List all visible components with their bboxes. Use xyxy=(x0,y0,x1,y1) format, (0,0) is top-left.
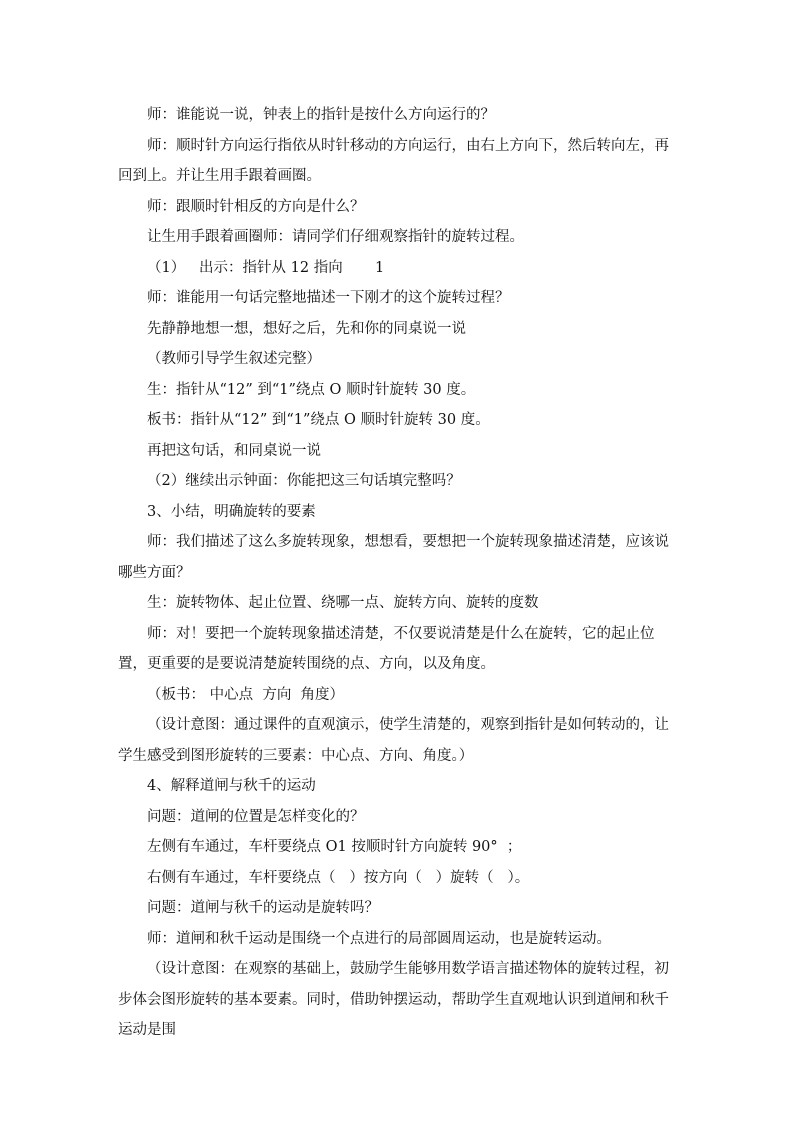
paragraph-22: 右侧有车通过，车杆要绕点（ ）按方向（ ）旋转（ ）。 xyxy=(147,869,530,886)
paragraph-11: 再把这句话，和同桌说一说 xyxy=(147,442,321,459)
paragraph-6: 师：谁能用一句话完整地描述一下刚才的这个旋转过程？ xyxy=(147,290,510,306)
section-heading-3: 3、小结，明确旋转的要素 xyxy=(147,503,316,520)
paragraph-15: 生：旋转物体、起止位置、绕哪一点、旋转方向、旋转的度数 xyxy=(147,595,539,611)
paragraph-18: （设计意图：通过课件的直观演示，使学生清楚的，观察到指针是如何转动的，让学生感受到图形旋转的三要素：中心点、方向、角度。） xyxy=(118,717,669,764)
paragraph-14: 师：我们描述了这么多旋转现象，想想看，要想把一个旋转现象描述清楚，应该说哪些方面？ xyxy=(118,534,669,581)
paragraph-3: 师：跟顺时针相反的方向是什么？ xyxy=(147,198,365,215)
paragraph-10: 板书：指针从“12” 到“1”绕点 O 顺时针旋转 30 度。 xyxy=(147,412,490,428)
paragraph-1: 师：谁能说一说，钟表上的指针是按什么方向运行的？ xyxy=(147,107,495,123)
paragraph-23: 问题：道闸与秋千的运动是旋转吗？ xyxy=(147,900,379,916)
paragraph-12: （2）继续出示钟面：你能把这三句话填完整吗？ xyxy=(147,473,461,489)
section-heading-4: 4、解释道闸与秋千的运动 xyxy=(147,778,316,794)
paragraph-7: 先静静地想一想，想好之后，先和你的同桌说一说 xyxy=(147,320,466,337)
paragraph-20: 问题：道闸的位置是怎样变化的？ xyxy=(147,808,365,825)
paragraph-17: （板书： 中心点 方向 角度） xyxy=(147,686,345,703)
paragraph-25: （设计意图：在观察的基础上，鼓励学生能够用数学语言描述物体的旋转过程，初步体会图形旋转的基本要素。同时，借助钟摆运动，帮助学生直观地认识到道闸和秋千运动是围 xyxy=(118,961,669,1038)
paragraph-16: 师：对！要把一个旋转现象描述清楚，不仅要说清楚是什么在旋转，它的起止位置，更重要的是要说清楚旋转围绕的点、方向，以及角度。 xyxy=(118,625,655,672)
paragraph-9: 生：指针从“12” 到“1”绕点 O 顺时针旋转 30 度。 xyxy=(147,381,476,398)
document-page xyxy=(118,100,683,1046)
paragraph-5: （1） 出示：指针从 12 指向 1 xyxy=(147,259,385,276)
paragraph-4: 让生用手跟着画圈师：请同学们仔细观察指针的旋转过程。 xyxy=(147,229,524,245)
paragraph-24: 师：道闸和秋千运动是围绕一个点进行的局部圆周运动，也是旋转运动。 xyxy=(147,930,611,947)
paragraph-8: （教师引导学生叙述完整） xyxy=(147,351,321,367)
paragraph-21: 左侧有车通过，车杆要绕点 O1 按顺时针方向旋转 90° ； xyxy=(147,839,522,855)
paragraph-2: 师：顺时针方向运行指依从时针移动的方向运行，由右上方向下，然后转向左，再回到上。并让生用手跟着画圈。 xyxy=(118,137,669,184)
